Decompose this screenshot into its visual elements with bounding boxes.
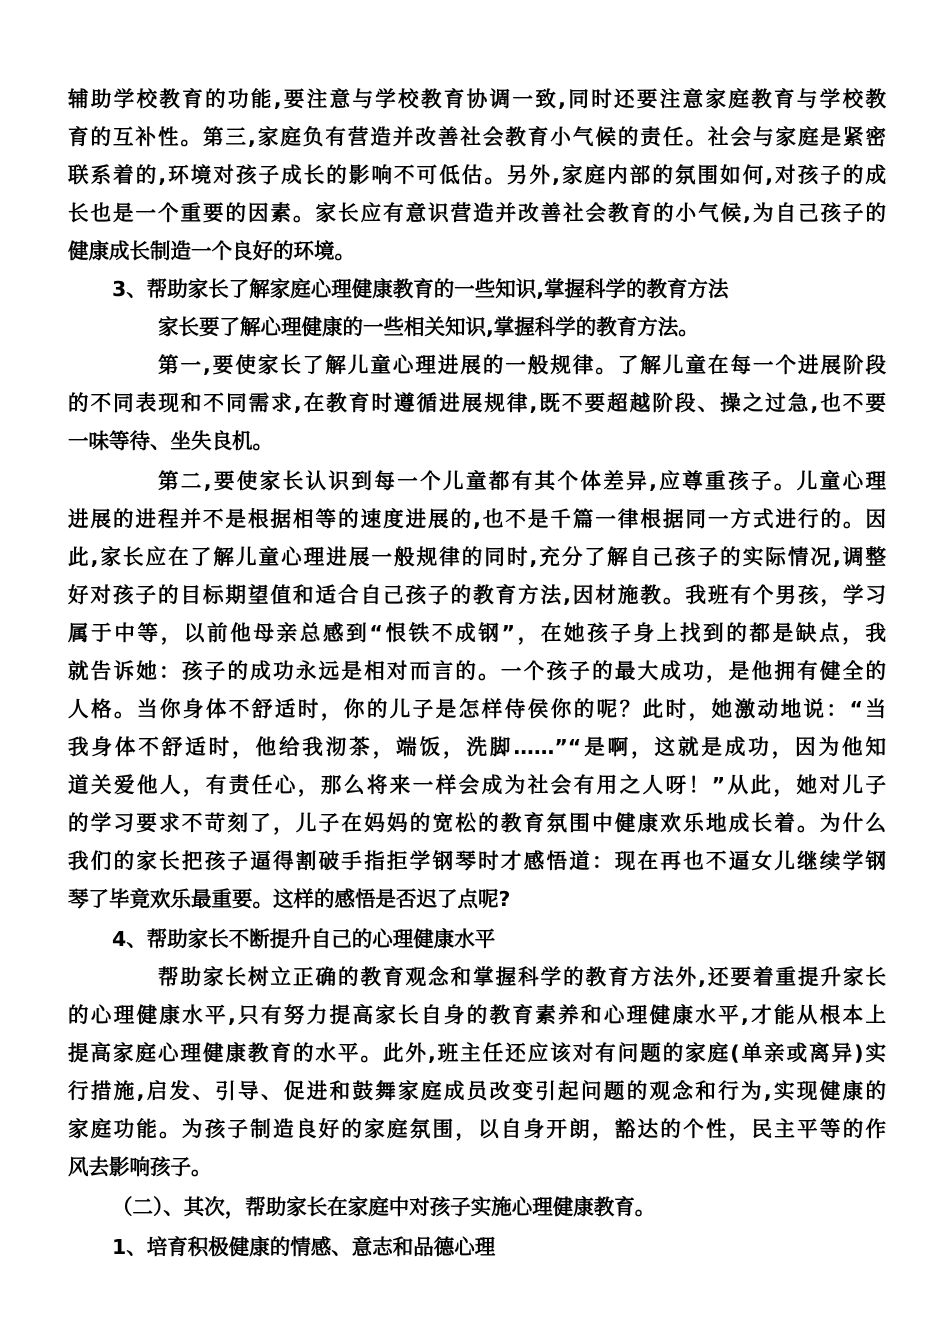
paragraph-line: 进展的进程并不是根据相等的速度进展的,也不是千篇一律根据同一方式进行的。因 <box>68 507 886 531</box>
paragraph-line: 的心理健康水平,只有努力提高家长自身的教育素养和心理健康水平,才能从根本上 <box>68 1003 886 1027</box>
section-heading-3: 3、帮助家长了解家庭心理健康教育的一些知识,掌握科学的教育方法 <box>112 277 729 301</box>
paragraph-line: 我身体不舒适时，他给我沏茶，端饭，洗脚……”“是啊，这就是成功，因为他知 <box>68 735 886 759</box>
paragraph-line: 我们的家长把孩子逼得割破手指拒学钢琴时才感悟道：现在再也不逼女儿继续学钢 <box>68 849 886 873</box>
paragraph-line: 道关爱他人，有责任心，那么将来一样会成为社会有用之人呀！”从此，她对儿子 <box>68 773 886 797</box>
paragraph-line: 此,家长应在了解儿童心理进展一般规律的同时,充分了解自己孩子的实际情况,调整 <box>68 545 886 569</box>
paragraph-line: 辅助学校教育的功能,要注意与学校教育协调一致,同时还要注意家庭教育与学校教 <box>68 87 886 111</box>
paragraph-line: 育的互补性。第三,家庭负有营造并改善社会教育小气候的责任。社会与家庭是紧密 <box>68 125 886 149</box>
paragraph-line: 第二,要使家长认识到每一个儿童都有其个体差异,应尊重孩子。儿童心理 <box>158 469 886 493</box>
paragraph-line: 人格。当你身体不舒适时，你的儿子是怎样侍侯你的呢？此时，她激动地说：“当 <box>68 697 886 721</box>
paragraph-line: 好对孩子的目标期望值和适合自己孩子的教育方法,因材施教。我班有个男孩，学习 <box>68 583 886 607</box>
paragraph-line: 就告诉她：孩子的成功永远是相对而言的。一个孩子的最大成功，是他拥有健全的 <box>68 659 886 683</box>
paragraph-line: 联系着的,环境对孩子成长的影响不可低估。另外,家庭内部的氛围如何,对孩子的成 <box>68 163 886 187</box>
paragraph-line: 长也是一个重要的因素。家长应有意识营造并改善社会教育的小气候,为自己孩子的 <box>68 201 886 225</box>
paragraph-line: 的学习要求不苛刻了，儿子在妈妈的宽松的教育氛围中健康欢乐地成长着。为什么 <box>68 811 886 835</box>
paragraph-line: 家长要了解心理健康的一些相关知识,掌握科学的教育方法。 <box>158 315 699 339</box>
paragraph-line: 提高家庭心理健康教育的水平。此外,班主任还应该对有问题的家庭(单亲或离异)实 <box>68 1041 886 1065</box>
paragraph-line: 一味等待、坐失良机。 <box>68 429 273 453</box>
section-heading-1: 1、培育积极健康的情感、意志和品德心理 <box>112 1235 496 1259</box>
section-heading-part-2: （二）、其次，帮助家长在家庭中对孩子实施心理健康教育。 <box>112 1195 656 1219</box>
paragraph-line: 琴了毕竟欢乐最重要。这样的感悟是否迟了点呢? <box>68 887 511 911</box>
paragraph-line: 第一,要使家长了解儿童心理进展的一般规律。了解儿童在每一个进展阶段 <box>158 353 886 377</box>
paragraph-line: 帮助家长树立正确的教育观念和掌握科学的教育方法外,还要着重提升家长 <box>158 965 886 989</box>
paragraph-line: 风去影响孩子。 <box>68 1155 212 1179</box>
paragraph-line: 健康成长制造一个良好的环境。 <box>68 239 355 263</box>
section-heading-4: 4、帮助家长不断提升自己的心理健康水平 <box>112 927 496 951</box>
paragraph-line: 的不同表现和不同需求,在教育时遵循进展规律,既不要超越阶段、操之过急,也不要 <box>68 391 886 415</box>
paragraph-line: 属于中等，以前他母亲总感到“恨铁不成钢”，在她孩子身上找到的都是缺点，我 <box>68 621 886 645</box>
paragraph-line: 行措施,启发、引导、促进和鼓舞家庭成员改变引起问题的观念和行为,实现健康的 <box>68 1079 886 1103</box>
paragraph-line: 家庭功能。为孩子制造良好的家庭氛围，以自身开朗，豁达的个性，民主平等的作 <box>68 1117 886 1141</box>
